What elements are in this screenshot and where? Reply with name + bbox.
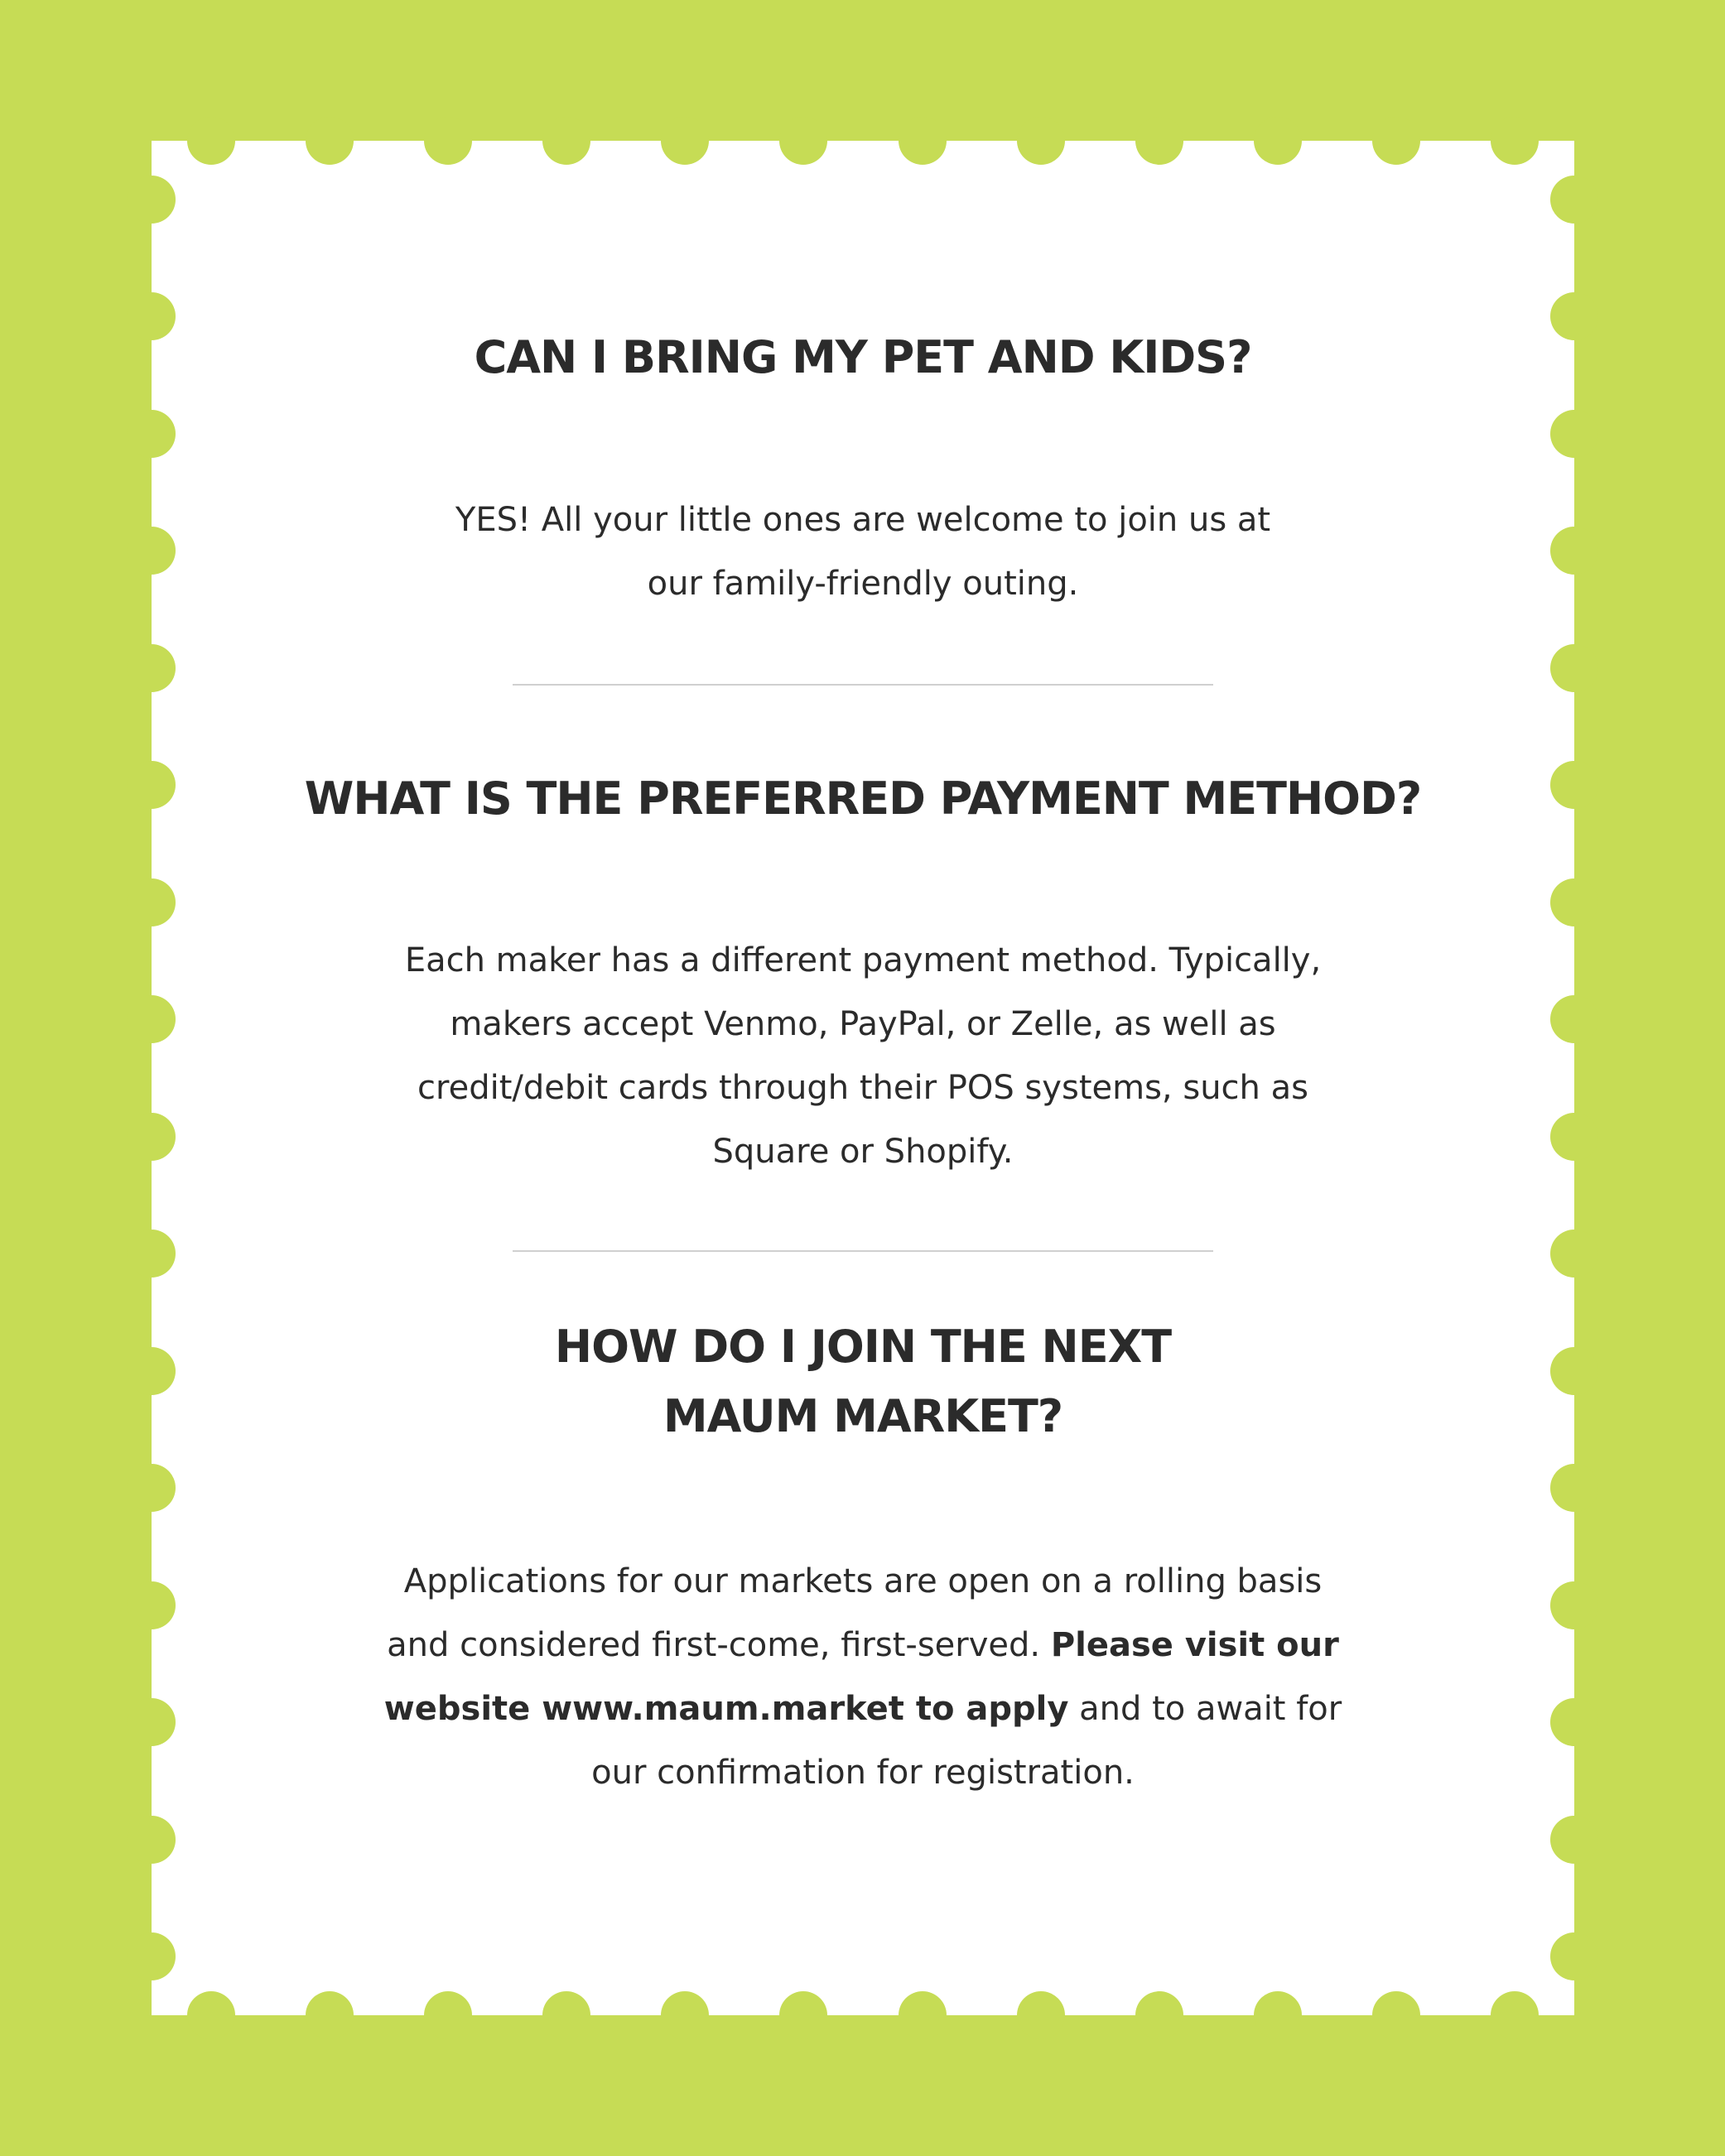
answer-line: Square or Shopify. <box>712 1133 1014 1171</box>
question-line: MAUM MARKET? <box>663 1390 1063 1442</box>
faq-question-pets-kids <box>152 323 1574 392</box>
section-divider <box>513 684 1213 686</box>
answer-line <box>384 1677 1342 1741</box>
answer-line: credit/debit cards through their POS systems, such as <box>417 1069 1308 1107</box>
stamp-card <box>152 141 1574 2015</box>
faq-answer-pets-kids <box>455 488 1270 616</box>
answer-text: and to await for <box>1068 1690 1342 1728</box>
question-line: CAN I BRING MY PET AND KIDS? <box>474 331 1252 383</box>
section-divider <box>513 1250 1213 1252</box>
question-line: HOW DO I JOIN THE NEXT <box>554 1321 1172 1373</box>
answer-line <box>384 1614 1342 1677</box>
faq-answer-payment <box>405 929 1321 1184</box>
website-apply-callout: website www.maum.market to apply <box>383 1690 1069 1728</box>
faq-content <box>152 141 1574 2015</box>
faq-question-join <box>152 1312 1574 1451</box>
answer-line: makers accept Venmo, PayPal, or Zelle, as well as <box>450 1005 1276 1043</box>
faq-question-payment <box>152 764 1574 834</box>
answer-line: Applications for our markets are open on a rolling basis <box>403 1562 1323 1600</box>
answer-line: our confirmation for registration. <box>591 1754 1135 1792</box>
question-line: WHAT IS THE PREFERRED PAYMENT METHOD? <box>304 772 1422 825</box>
apply-callout: Please visit our <box>1050 1626 1339 1664</box>
answer-line: YES! All your little ones are welcome to join us at <box>455 501 1271 539</box>
faq-answer-join <box>384 1550 1342 1805</box>
answer-line: Each maker has a different payment method. Typically, <box>404 941 1322 979</box>
answer-text: and considered first-come, first-served. <box>387 1626 1051 1664</box>
answer-line: our family-friendly outing. <box>647 565 1079 603</box>
